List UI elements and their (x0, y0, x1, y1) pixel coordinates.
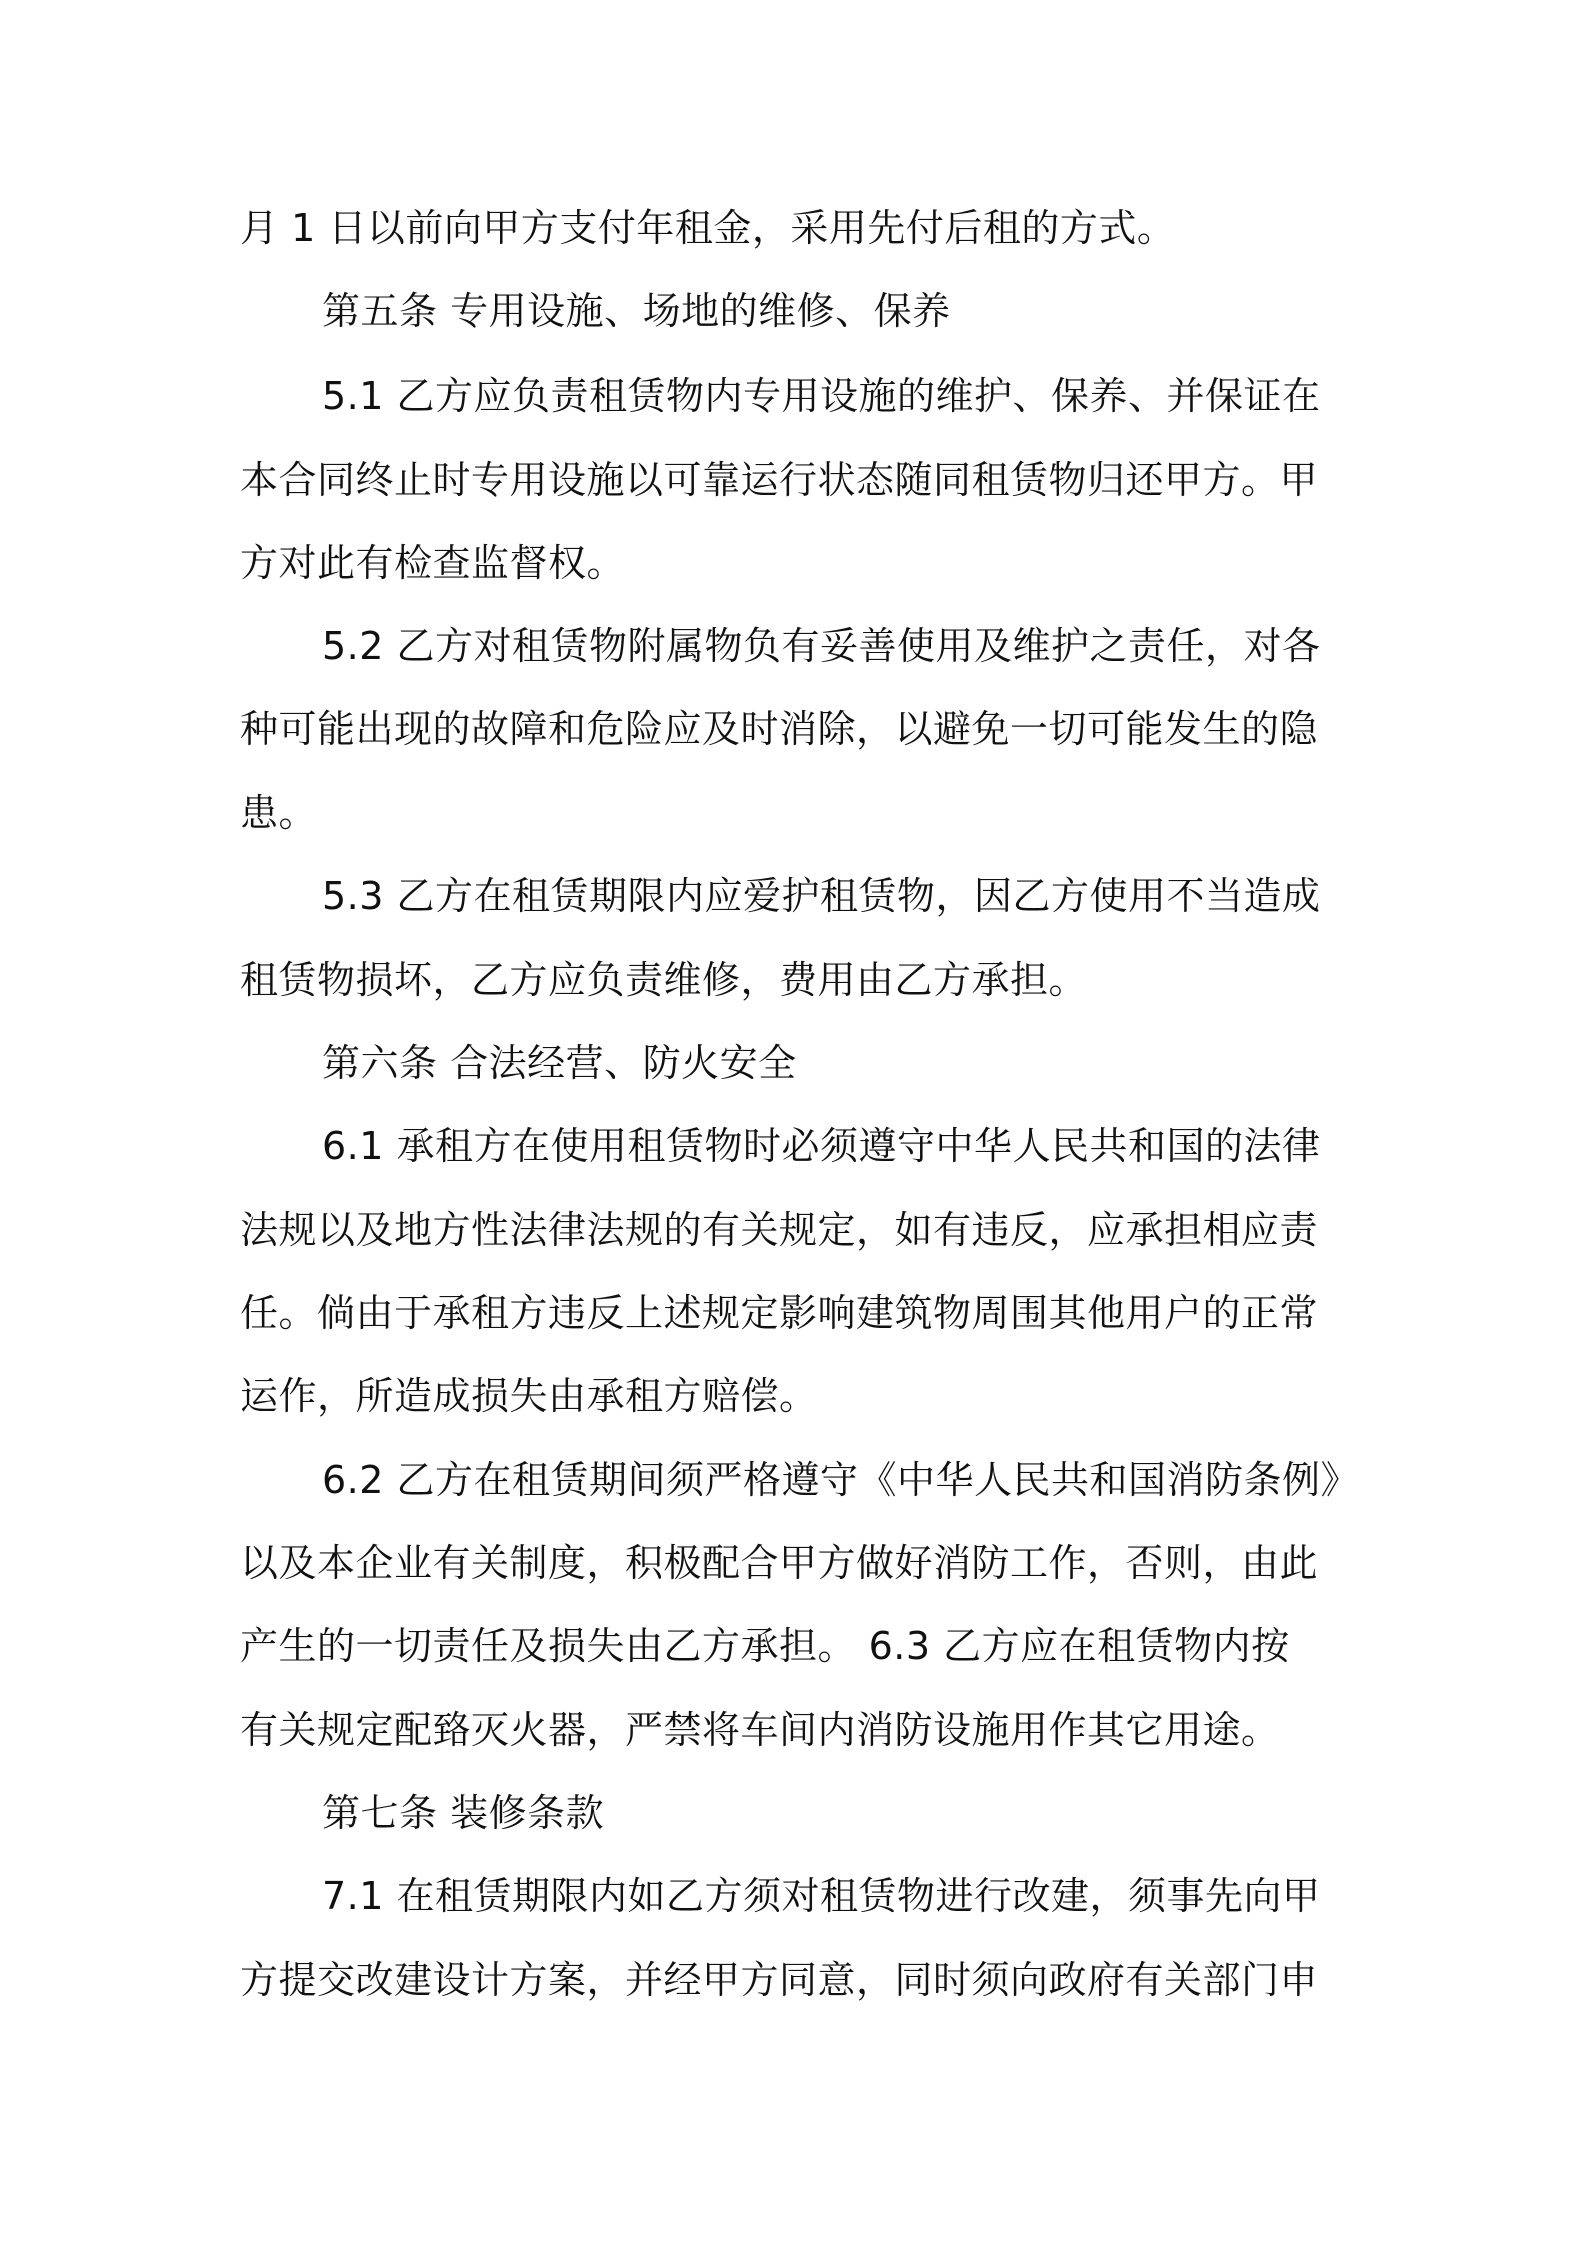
text-line: 6.2 乙方在租赁期间须严格遵守《中华人民共和国消防条例》 (322, 1458, 1360, 1502)
section-heading: 第五条 专用设施、场地的维修、保养 (322, 289, 951, 333)
text-line: 5.3 乙方在租赁期限内应爱护租赁物，因乙方使用不当造成 (322, 874, 1321, 918)
text-line: 法规以及地方性法律法规的有关规定，如有违反，应承担相应责 (240, 1208, 1319, 1252)
text-line: 5.1 乙方应负责租赁物内专用设施的维护、保养、并保证在 (322, 374, 1321, 418)
text-line: 6.1 承租方在使用租赁物时必须遵守中华人民共和国的法律 (322, 1124, 1321, 1168)
text-line: 患。 (240, 791, 318, 835)
text-line: 方提交改建设计方案，并经甲方同意，同时须向政府有关部门申 (240, 1958, 1319, 2002)
text-line: 7.1 在租赁期限内如乙方须对租赁物进行改建，须事先向甲 (322, 1874, 1321, 1918)
text-line: 任。倘由于承租方违反上述规定影响建筑物周围其他用户的正常 (240, 1291, 1319, 1335)
text-line: 5.2 乙方对租赁物附属物负有妥善使用及维护之责任，对各 (322, 624, 1321, 668)
text-line: 本合同终止时专用设施以可靠运行状态随同租赁物归还甲方。甲 (240, 458, 1319, 502)
text-line: 租赁物损坏，乙方应负责维修，费用由乙方承担。 (240, 958, 1088, 1002)
text-line: 方对此有检查监督权。 (240, 541, 626, 585)
text-line: 产生的一切责任及损失由乙方承担。 6.3 乙方应在租赁物内按 (240, 1624, 1290, 1668)
text-line: 以及本企业有关制度，积极配合甲方做好消防工作，否则，由此 (240, 1541, 1319, 1585)
text-line: 有关规定配臵灭火器，严禁将车间内消防设施用作其它用途。 (240, 1708, 1280, 1752)
text-line: 运作，所造成损失由承租方赔偿。 (240, 1374, 818, 1418)
section-heading: 第六条 合法经营、防火安全 (322, 1041, 797, 1085)
text-line: 月 1 日以前向甲方支付年租金，采用先付后租的方式。 (240, 206, 1176, 250)
text-line: 种可能出现的故障和危险应及时消除，以避免一切可能发生的隐 (240, 707, 1319, 751)
section-heading: 第七条 装修条款 (322, 1791, 605, 1835)
